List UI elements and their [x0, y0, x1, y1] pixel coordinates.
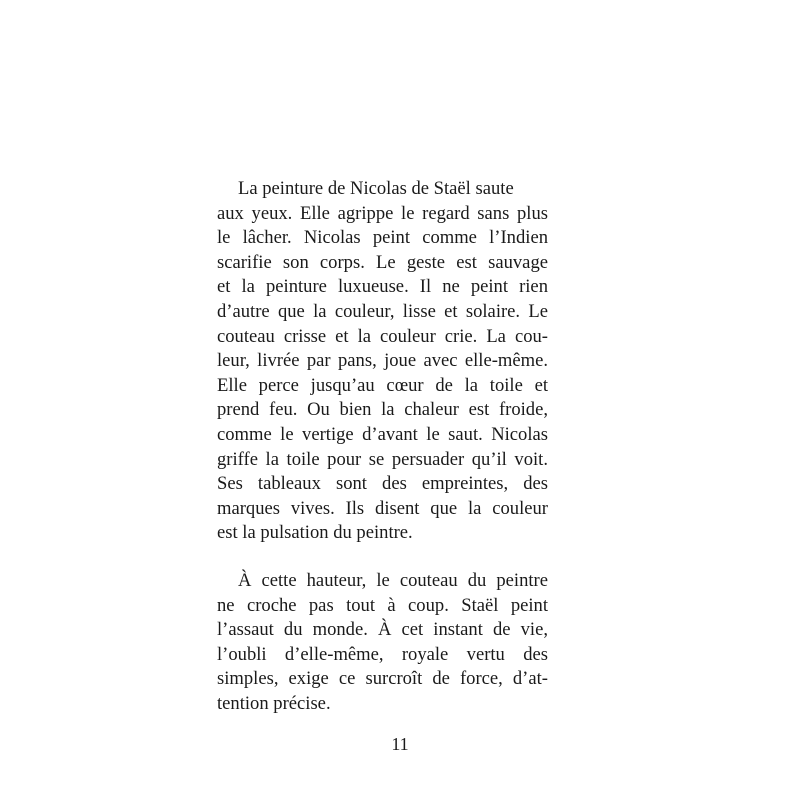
text-line: simples, exige ce surcroît de force, d’at- [217, 668, 548, 690]
page-number: 11 [391, 734, 409, 754]
text-line: comme le vertige d’avant le saut. Nicolas [217, 423, 548, 445]
text-line: tention précise. [217, 692, 331, 714]
text-line: l’assaut du monde. À cet instant de vie, [217, 619, 548, 641]
text-line: le lâcher. Nicolas peint comme l’Indien [217, 227, 548, 249]
text-line: et la peinture luxueuse. Il ne peint rien [217, 276, 548, 298]
text-line: ne croche pas tout à coup. Staël peint [217, 594, 548, 616]
text-line: Ses tableaux sont des empreintes, des [217, 473, 548, 495]
text-line: scarifie son corps. Le geste est sauvage [217, 251, 548, 273]
text-line: couteau crisse et la couleur crie. La cou- [217, 325, 548, 347]
text-line: aux yeux. Elle agrippe le regard sans plus [217, 202, 548, 224]
text-line: l’oubli d’elle-même, royale vertu des [217, 643, 548, 665]
text-line: d’autre que la couleur, lisse et solaire. Le [217, 300, 548, 322]
text-line: La peinture de Nicolas de Staël saute [238, 178, 514, 199]
text-line: À cette hauteur, le couteau du peintre [238, 570, 548, 591]
text-line: Elle perce jusqu’au cœur de la toile et [217, 374, 548, 396]
text-line: est la pulsation du peintre. [217, 522, 413, 544]
text-line: leur, livrée par pans, joue avec elle-même. [217, 350, 548, 372]
text-line: prend feu. Ou bien la chaleur est froide, [217, 399, 548, 421]
paragraph-2 [217, 569, 548, 717]
paragraph-1 [217, 177, 548, 546]
text-line: marques vives. Ils disent que la couleur [217, 497, 548, 519]
text-line: griffe la toile pour se persuader qu’il voit. [217, 448, 548, 470]
